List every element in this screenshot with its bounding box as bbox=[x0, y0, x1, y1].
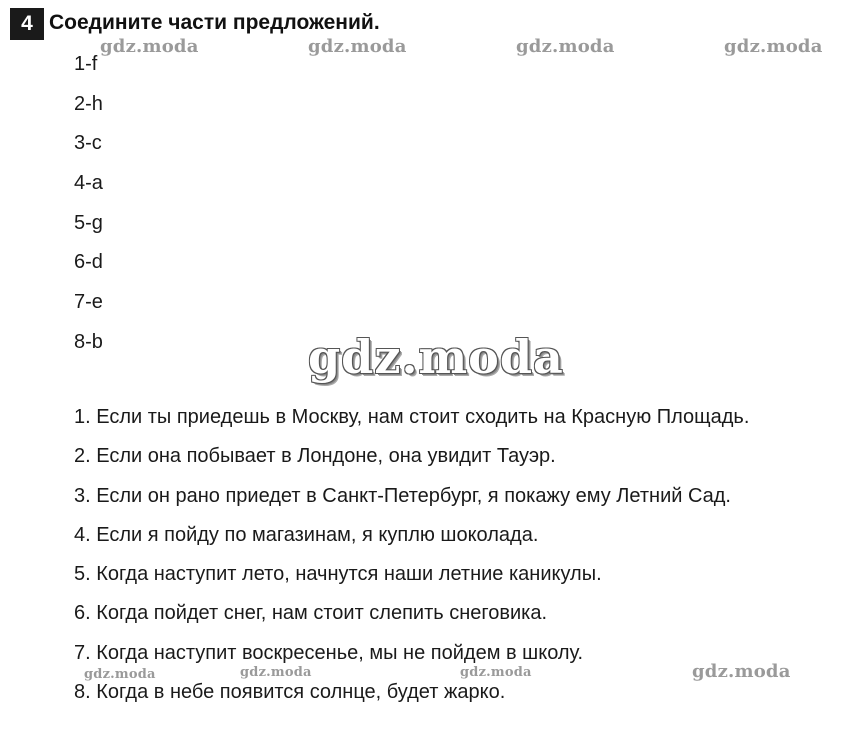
answer-list bbox=[74, 52, 103, 370]
watermark: gdz.moda bbox=[692, 661, 791, 682]
sentence-item: 7. Когда наступит воскресенье, мы не пойдем в школу. bbox=[74, 641, 584, 664]
sentence-item: 4. Если я пойду по магазинам, я куплю шоколада. bbox=[74, 523, 539, 546]
answer-item: 4-a bbox=[74, 172, 103, 195]
sentence-list bbox=[74, 405, 749, 719]
sentence-item: 2. Если она побывает в Лондоне, она увидит Тауэр. bbox=[74, 445, 556, 468]
answer-item: 5-g bbox=[74, 211, 103, 234]
watermark: gdz.moda bbox=[240, 665, 312, 680]
answer-item: 2-h bbox=[74, 92, 103, 115]
watermark: gdz.moda bbox=[460, 665, 532, 680]
sentence-item: 1. Если ты приедешь в Москву, нам стоит сходить на Красную Площадь. bbox=[74, 406, 750, 428]
answer-item: 7-e bbox=[74, 291, 103, 314]
watermark: gdz.moda bbox=[724, 36, 823, 57]
sentence-item: 3. Если он рано приедет в Санкт-Петербург, я покажу ему Летний Сад. bbox=[74, 484, 731, 507]
answer-item: 3-c bbox=[74, 132, 102, 155]
answer-item: 1-f bbox=[74, 53, 98, 75]
answer-item: 6-d bbox=[74, 251, 103, 274]
sentence-item: 5. Когда наступит лето, начнутся наши летние каникулы. bbox=[74, 563, 602, 586]
watermark-large: gdz.moda bbox=[308, 330, 564, 384]
watermark: gdz.moda bbox=[308, 36, 407, 57]
task-number-badge: 4 bbox=[10, 8, 44, 40]
answer-item: 8-b bbox=[74, 330, 103, 353]
watermark: gdz.moda bbox=[516, 36, 615, 57]
task-title: Соедините части предложений. bbox=[49, 11, 380, 34]
watermark: gdz.moda bbox=[84, 667, 156, 682]
sentence-item: 8. Когда в небе появится солнце, будет жарко. bbox=[74, 681, 506, 704]
watermark: gdz.moda bbox=[100, 36, 199, 57]
sentence-item: 6. Когда пойдет снег, нам стоит слепить снеговика. bbox=[74, 602, 548, 625]
